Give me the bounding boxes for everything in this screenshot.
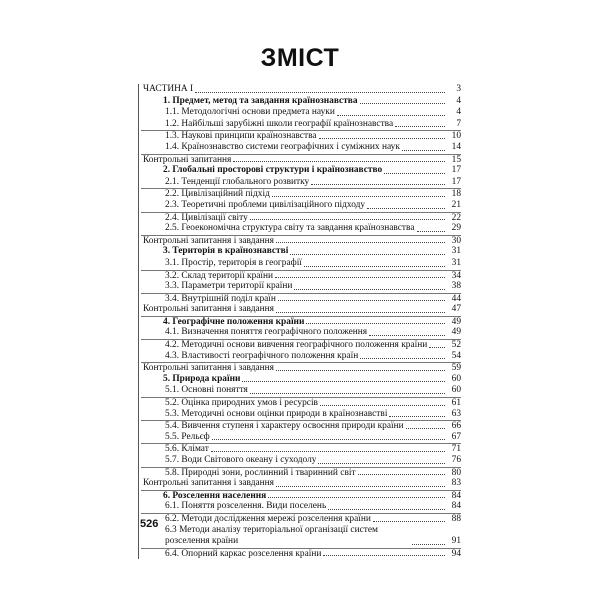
toc-entry[interactable] [141, 327, 461, 339]
dot-leader [195, 92, 445, 93]
toc-entry[interactable] [141, 177, 461, 189]
toc-entry-page: 44 [451, 293, 461, 304]
toc-entry-page: 4 [456, 107, 461, 118]
dot-leader [367, 208, 445, 209]
toc-entry-label: Контрольні запитання [143, 154, 232, 165]
toc-entry-label: 6.2. Методи дослідження мережі розселення країни [165, 513, 371, 524]
toc-entry[interactable] [141, 212, 461, 224]
toc-entry-label: Контрольні запитання і завдання [143, 478, 274, 489]
toc-entry[interactable] [141, 501, 461, 513]
toc-entry-page: 94 [451, 548, 461, 559]
page-number: 526 [140, 518, 159, 530]
toc-entry-label: 2.1. Тенденції глобального розвитку [165, 176, 310, 187]
toc-entry-page: 80 [451, 467, 461, 478]
toc-entry-page: 54 [451, 350, 461, 361]
toc-entry[interactable] [141, 525, 461, 548]
toc-entry-label: 3. Територія в країнознавстві [163, 246, 289, 257]
toc-entry[interactable] [141, 478, 461, 490]
toc-entry-page: 49 [451, 316, 461, 327]
toc-entry[interactable] [141, 281, 461, 293]
dot-leader [412, 544, 445, 545]
toc-entry[interactable] [141, 351, 461, 363]
dot-leader [319, 138, 445, 139]
toc-entry-label: 1.1. Методологічні основи предмета науки [165, 107, 335, 118]
dot-leader [402, 150, 445, 151]
toc-entry-page: 34 [451, 270, 461, 281]
dot-leader [337, 115, 445, 116]
toc-entry-label: 3.1. Простір, територія в географії [165, 257, 302, 268]
toc-entry-page: 31 [451, 246, 461, 257]
toc-entry-page: 7 [456, 118, 461, 129]
toc-entry-label: 5.8. Природні зони, рослинний і тваринний світ [165, 467, 356, 478]
toc-entry[interactable] [141, 455, 461, 467]
toc-entry-page: 76 [451, 455, 461, 465]
toc-entry-label: 6. Розселення населення [163, 490, 267, 501]
toc-entry-label: Контрольні запитання і завдання [143, 304, 274, 315]
dot-leader [242, 381, 445, 382]
toc-entry[interactable] [141, 246, 461, 258]
toc-entry-page: 59 [451, 363, 461, 374]
toc-entry-page: 83 [451, 478, 461, 489]
dot-leader [373, 521, 445, 522]
toc-entry-page: 84 [451, 501, 461, 512]
toc-entry[interactable] [141, 130, 461, 142]
toc-entry-label: 6.3 Методи аналізу територіальної організації систем розселення країни [165, 524, 378, 547]
dot-leader [328, 509, 445, 510]
toc-entry-label: 6.4. Опорний каркас розселення країни [165, 548, 322, 559]
toc-entry-label: 3.2. Склад території країни [165, 270, 274, 281]
toc-entry-page: 38 [451, 281, 461, 292]
toc-entry[interactable] [141, 339, 461, 351]
toc-entry[interactable] [141, 107, 461, 119]
dot-leader [276, 370, 445, 371]
dot-leader [417, 231, 446, 232]
dot-leader [311, 184, 445, 185]
dot-leader [276, 242, 445, 243]
dot-leader [320, 405, 445, 406]
dot-leader [318, 463, 445, 464]
toc-entry-page: 91 [451, 536, 461, 547]
toc-entry-label: 5.7. Води Світового океану і суходолу [165, 455, 317, 465]
toc-entry[interactable] [141, 188, 461, 200]
dot-leader [358, 474, 445, 475]
toc-entry[interactable] [141, 467, 461, 479]
toc-entry[interactable] [141, 374, 461, 386]
toc-entry[interactable] [141, 258, 461, 270]
toc-entry[interactable] [141, 362, 461, 374]
toc-entry-page: 88 [451, 513, 461, 524]
toc-entry[interactable] [141, 316, 461, 328]
toc-entry-page: 84 [451, 490, 461, 501]
toc-entry-page: 52 [451, 340, 461, 351]
toc-entry-label: 2.3. Теоретичні проблеми цивілізаційного підходу [165, 199, 366, 210]
toc-entry-page: 17 [451, 165, 461, 176]
table-of-contents [138, 84, 461, 559]
toc-entry-label: 4.2. Методичні основи вивчення географічного положення країни [165, 340, 428, 351]
dot-leader [360, 103, 445, 104]
toc-entry-page: 10 [451, 131, 461, 142]
dot-leader [268, 497, 445, 498]
toc-entry-label: 2.2. Цивілізаційний підхід [165, 189, 270, 200]
toc-entry-label: 6.1. Поняття розселення. Види поселень [165, 501, 327, 512]
dot-leader [278, 300, 445, 301]
toc-entry[interactable] [141, 420, 461, 432]
toc-entry[interactable] [141, 96, 461, 108]
toc-entry-page: 4 [456, 95, 461, 106]
toc-entry-page: 71 [451, 444, 461, 455]
toc-entry-label: Контрольні запитання і завдання [143, 235, 274, 246]
toc-entry[interactable] [141, 409, 461, 421]
toc-entry-page: 60 [451, 385, 461, 396]
dot-leader [276, 312, 445, 313]
toc-entry-page: 14 [451, 141, 461, 152]
toc-entry-label: 1.3. Наукові принципи країнознавства [165, 131, 317, 142]
toc-entry-label: 4. Географічне положення країни [163, 316, 305, 327]
toc-entry-page: 60 [451, 373, 461, 384]
toc-entry[interactable] [141, 223, 461, 235]
toc-entry-label: 5. Природа країни [163, 373, 241, 384]
toc-entry[interactable] [141, 270, 461, 282]
toc-entry-page: 30 [451, 235, 461, 246]
toc-entry[interactable] [141, 548, 461, 560]
toc-entry-page: 15 [451, 154, 461, 165]
toc-entry-label: 1.2. Найбільші зарубіжні школи географії країнознавства [165, 118, 394, 129]
toc-entry[interactable] [141, 397, 461, 409]
toc-entry-page: 67 [451, 431, 461, 442]
dot-leader [294, 289, 445, 290]
toc-entry-page: 3 [456, 84, 461, 94]
dot-leader [272, 196, 445, 197]
dot-leader [323, 555, 445, 556]
toc-entry[interactable] [141, 154, 461, 166]
toc-entry[interactable] [141, 293, 461, 305]
toc-entry-page: 31 [451, 257, 461, 268]
toc-entry-label: 2.4. Цивілізації світу [165, 212, 248, 223]
toc-entry-page: 17 [451, 176, 461, 187]
dot-leader [250, 393, 445, 394]
toc-entry[interactable] [141, 84, 461, 96]
dot-leader [360, 358, 445, 359]
dot-leader [212, 439, 445, 440]
toc-entry-label: 5.6. Клімат [165, 444, 209, 455]
toc-entry-label: 2.5. Геоекономічна структура світу та завдання країнознавства [165, 223, 415, 234]
toc-entry-label: 5.5. Рельєф [165, 431, 210, 442]
toc-entry-label: 3.4. Внутрішній поділ країн [165, 293, 276, 304]
dot-leader [250, 219, 445, 220]
toc-entry-label: 4.3. Властивості географічного положення країн [165, 350, 359, 361]
toc-entry-label: 4.1. Визначення поняття географічного положення [165, 327, 368, 338]
toc-entry[interactable] [141, 119, 461, 131]
dot-leader [384, 173, 445, 174]
toc-entry-label: Контрольні запитання і завдання [143, 363, 274, 374]
dot-leader [304, 266, 445, 267]
toc-entry-label: 1. Предмет, метод та завдання країнознавства [163, 95, 358, 106]
dot-leader [389, 416, 445, 417]
toc-entry-page: 61 [451, 398, 461, 409]
dot-leader [406, 428, 445, 429]
toc-entry-label: 5.1. Основні поняття [165, 385, 248, 396]
dot-leader [429, 347, 445, 348]
toc-entry-label: 5.2. Оцінка природних умов і ресурсів [165, 398, 318, 409]
toc-entry-label: 1.4. Країнознавство системи географічних і суміжних наук [165, 141, 400, 152]
toc-entry[interactable] [141, 165, 461, 177]
toc-entry[interactable] [141, 490, 461, 502]
toc-entry-page: 21 [451, 199, 461, 210]
dot-leader [275, 277, 445, 278]
dot-leader [306, 323, 445, 324]
toc-entry[interactable] [141, 304, 461, 316]
dot-leader [211, 451, 445, 452]
toc-entry[interactable] [141, 142, 461, 154]
toc-entry[interactable] [141, 443, 461, 455]
toc-entry-label: ЧАСТИНА І [143, 84, 194, 94]
toc-entry[interactable] [141, 200, 461, 212]
page-title: ЗМІСТ [260, 44, 340, 72]
dot-leader [395, 126, 445, 127]
toc-entry-label: 3.3. Параметри території країни [165, 281, 293, 292]
toc-entry-page: 18 [451, 189, 461, 200]
toc-entry-label: 5.3. Методичні основи оцінки природи в країнознавстві [165, 408, 388, 419]
toc-entry-page: 22 [451, 212, 461, 223]
dot-leader [290, 254, 445, 255]
toc-entry[interactable] [141, 513, 461, 525]
dot-leader [233, 161, 445, 162]
toc-entry[interactable] [141, 235, 461, 247]
toc-entry-page: 49 [451, 327, 461, 338]
toc-entry-label: 5.4. Вивчення ступеня і характеру освоєння природи країни [165, 421, 404, 432]
dot-leader [276, 486, 445, 487]
toc-entry-page: 47 [451, 304, 461, 315]
toc-entry[interactable] [141, 432, 461, 444]
toc-entry[interactable] [141, 385, 461, 397]
toc-entry-page: 66 [451, 421, 461, 432]
dot-leader [369, 335, 445, 336]
toc-entry-page: 29 [451, 223, 461, 234]
toc-entry-label: 2. Глобальні просторові структури і країнознавство [163, 165, 383, 176]
toc-entry-page: 63 [451, 408, 461, 419]
